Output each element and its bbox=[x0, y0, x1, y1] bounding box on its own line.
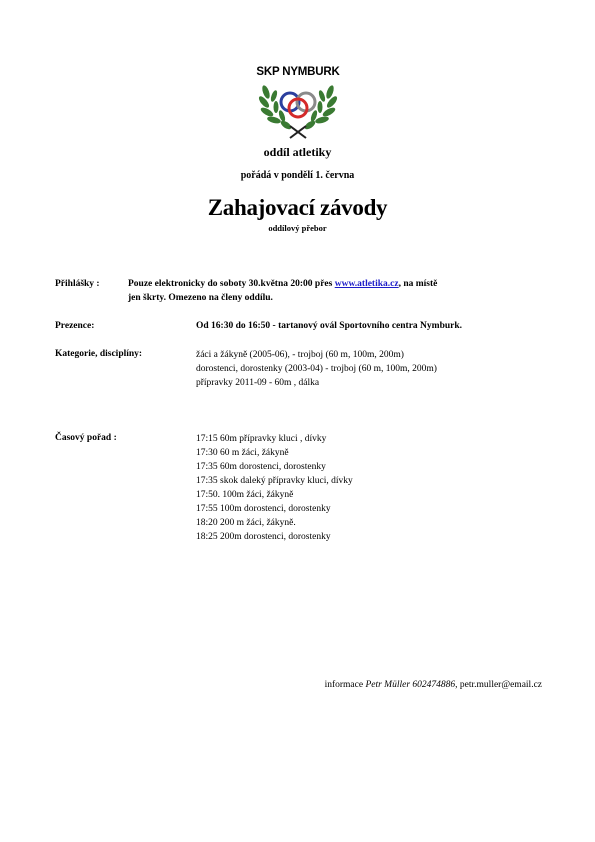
schedule-item: 17:55 100m dorostenci, dorostenky bbox=[196, 504, 331, 514]
casovy-label: Časový pořad : bbox=[55, 433, 117, 443]
schedule-list bbox=[196, 432, 353, 544]
prezence-text: Od 16:30 do 16:50 - tartanový ovál Sportovního centra Nymburk. bbox=[196, 321, 463, 331]
contact-email: , petr.muller@email.cz bbox=[455, 680, 542, 690]
prihlasky-line2: jen škrty. Omezeno na členy oddílu. bbox=[128, 293, 273, 303]
club-logo bbox=[252, 66, 344, 138]
kategorie-item: žáci a žákyně (2005-06), - trojboj (60 m, 100m, 200m) bbox=[196, 350, 404, 360]
laurel-left-icon bbox=[257, 84, 292, 131]
contact-info bbox=[325, 680, 542, 690]
schedule-item: 17:15 60m přípravky kluci , dívky bbox=[196, 434, 327, 444]
kategorie-list bbox=[196, 348, 437, 390]
prezence-label: Prezence: bbox=[55, 321, 95, 331]
rings-icon bbox=[281, 93, 315, 117]
crossed-stems-icon bbox=[290, 126, 306, 138]
contact-name-phone: Petr Müller 602474886 bbox=[365, 680, 456, 690]
prihlasky-line1 bbox=[128, 279, 437, 289]
schedule-item: 18:25 200m dorostenci, dorostenky bbox=[196, 532, 331, 542]
kategorie-item: přípravky 2011-09 - 60m , dálka bbox=[196, 378, 320, 388]
logo-text: SKP NYMBURK bbox=[256, 66, 340, 78]
event-date: pořádá v pondělí 1. června bbox=[240, 170, 355, 181]
prihlasky-label: Přihlášky : bbox=[55, 279, 100, 289]
club-name: oddíl atletiky bbox=[263, 145, 332, 159]
page-subtitle: oddílový přebor bbox=[268, 223, 327, 233]
kategorie-label: Kategorie, disciplíny: bbox=[55, 349, 143, 359]
schedule-item: 17:35 60m dorostenci, dorostenky bbox=[196, 462, 326, 472]
registration-link[interactable]: www.atletika.cz bbox=[334, 279, 399, 289]
schedule-item: 17:35 skok daleký přípravky kluci, dívky bbox=[196, 476, 353, 486]
contact-prefix: informace bbox=[324, 680, 366, 690]
schedule-item: 17:30 60 m žáci, žákyně bbox=[196, 448, 289, 458]
prihlasky-suffix: , na místě bbox=[398, 279, 438, 289]
page-title: Zahajovací závody bbox=[207, 195, 388, 220]
laurel-right-icon bbox=[303, 84, 338, 131]
schedule-item: 17:50. 100m žáci, žákyně bbox=[196, 490, 294, 500]
kategorie-item: dorostenci, dorostenky (2003-04) - trojboj (60 m, 100m, 200m) bbox=[196, 364, 437, 374]
laurel-rings-emblem bbox=[252, 80, 344, 140]
prihlasky-text: Pouze elektronicky do soboty 30.května 20:00 přes bbox=[128, 279, 333, 289]
schedule-item: 18:20 200 m žáci, žákyně. bbox=[196, 518, 296, 528]
